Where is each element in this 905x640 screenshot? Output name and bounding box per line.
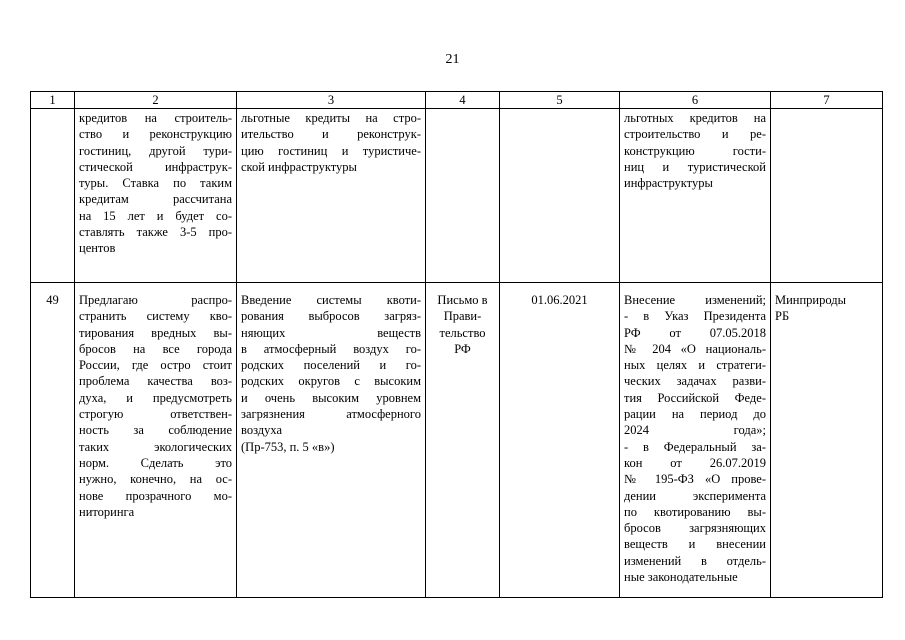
cell-text-line: таких экологических <box>79 439 232 454</box>
cell-text-line: стической инфраструк- <box>79 159 232 174</box>
cell-text-line: ительство и реконструк- <box>241 127 421 142</box>
cell-text-line: тельство <box>439 325 486 340</box>
document-table <box>30 91 883 598</box>
cell-text-line: проблема качества воз- <box>79 374 232 389</box>
cell-text-line: тирования вредных вы- <box>79 325 232 340</box>
cell-text-line: кон от 26.07.2019 <box>624 455 766 470</box>
cell-text-line: духа, и предусмотреть <box>79 390 232 405</box>
row-number-cell <box>31 283 75 598</box>
cell-text-line: туры. Ставка по таким <box>79 176 232 191</box>
cell-text-line: кредитов на строитель- <box>79 111 232 125</box>
document-cell <box>426 283 500 598</box>
cell-text-line: (Пр-753, п. 5 «в») <box>241 439 335 454</box>
cell-text-line: по квотированию вы- <box>624 504 766 519</box>
cell-text-line: РФ <box>454 341 471 356</box>
cell-text-line: льготные кредиты на стро- <box>241 111 421 125</box>
col-header-7: 7 <box>771 92 883 109</box>
cell-text-line: строительство и ре- <box>624 127 766 142</box>
cell-text-line: ных целях и стратеги- <box>624 358 766 373</box>
cell-text-line: - в Федеральный за- <box>624 439 766 454</box>
table-row <box>31 283 883 598</box>
cell-text-line: няющих веществ <box>241 325 421 340</box>
proposal-cell <box>75 283 237 598</box>
document-cell <box>426 109 500 283</box>
cell-text-line: ставлять также 3-5 про- <box>79 225 232 240</box>
cell-text-line: родских округов с высоким <box>241 374 421 389</box>
cell-text-line: Внесение изменений; <box>624 293 766 307</box>
result-cell <box>620 283 771 598</box>
cell-text-line: странить систему кво- <box>79 309 232 324</box>
cell-text-line: гостиниц, другой тури- <box>79 143 232 158</box>
cell-text-line: изменений в отдель- <box>624 553 766 568</box>
cell-text-line: бросов загрязняющих <box>624 521 766 536</box>
cell-text-line: бросов на все города <box>79 341 232 356</box>
cell-text-line: и очень высоким уровнем <box>241 390 421 405</box>
responsible-cell <box>771 109 883 283</box>
cell-text-line: инфраструктуры <box>624 176 713 191</box>
date-cell <box>500 109 620 283</box>
table-row <box>31 109 883 283</box>
cell-text-line: цию гостиниц и туристиче- <box>241 143 421 158</box>
cell-text-line: № 204 «О националь- <box>624 341 766 356</box>
col-header-1: 1 <box>31 92 75 109</box>
cell-text-line: ные законодательные <box>624 570 738 585</box>
result-cell <box>620 109 771 283</box>
cell-text-line: на 15 лет и будет со- <box>79 208 232 223</box>
cell-text-line: Введение системы квоти- <box>241 293 421 307</box>
measure-cell <box>237 283 426 598</box>
measure-cell <box>237 109 426 283</box>
cell-text-line: ность за соблюдение <box>79 423 232 438</box>
cell-text-line: центов <box>79 241 116 256</box>
col-header-4: 4 <box>426 92 500 109</box>
cell-text: 01.06.2021 <box>531 293 588 307</box>
cell-text-line: ниторинга <box>79 504 135 519</box>
cell-text-line: дении эксперимента <box>624 488 766 503</box>
cell-text-line: ство и реконструкцию <box>79 127 232 142</box>
col-header-5: 5 <box>500 92 620 109</box>
cell-text-line: строгую ответствен- <box>79 407 232 422</box>
cell-text: 49 <box>46 293 59 307</box>
cell-text-line: кредитам рассчитана <box>79 192 232 207</box>
proposal-cell <box>75 109 237 283</box>
cell-text-line: в атмосферный воздух го- <box>241 341 421 356</box>
cell-text-line: нове прозрачного мо- <box>79 488 232 503</box>
date-cell <box>500 283 620 598</box>
cell-text-line: - в Указ Президента <box>624 309 766 324</box>
cell-text-line: ской инфраструктуры <box>241 159 357 174</box>
column-number-row <box>31 92 883 109</box>
cell-text-line: загрязнения атмосферного <box>241 407 421 422</box>
responsible-cell <box>771 283 883 598</box>
row-number-cell <box>31 109 75 283</box>
cell-text-line: воздуха <box>241 423 283 438</box>
cell-text-line: ниц и туристической <box>624 159 766 174</box>
cell-text-line: Предлагаю распро- <box>79 293 232 307</box>
col-header-3: 3 <box>237 92 426 109</box>
cell-text-line: ческих задачах разви- <box>624 374 766 389</box>
cell-text-line: России, где остро стоит <box>79 358 232 373</box>
cell-text-line: РБ <box>775 309 790 324</box>
col-header-2: 2 <box>75 92 237 109</box>
cell-text-line: рации на период до <box>624 407 766 422</box>
page-number: 21 <box>445 52 460 67</box>
cell-text-line: Прави- <box>443 309 482 324</box>
cell-text-line: 2024 года»; <box>624 423 766 438</box>
cell-text-line: веществ и внесении <box>624 537 766 552</box>
cell-text-line: Минприроды <box>775 293 847 307</box>
cell-text-line: Письмо в <box>437 293 488 307</box>
cell-text-line: норм. Сделать это <box>79 455 232 470</box>
cell-text-line: рования выбросов загряз- <box>241 309 421 324</box>
col-header-6: 6 <box>620 92 771 109</box>
cell-text-line: № 195-ФЗ «О прове- <box>624 472 766 487</box>
cell-text-line: тия Российской Феде- <box>624 390 766 405</box>
cell-text-line: родских поселений и го- <box>241 358 421 373</box>
cell-text-line: нужно, конечно, на ос- <box>79 472 232 487</box>
cell-text-line: льготных кредитов на <box>624 111 766 125</box>
cell-text-line: РФ от 07.05.2018 <box>624 325 766 340</box>
cell-text-line: конструкцию гости- <box>624 143 766 158</box>
